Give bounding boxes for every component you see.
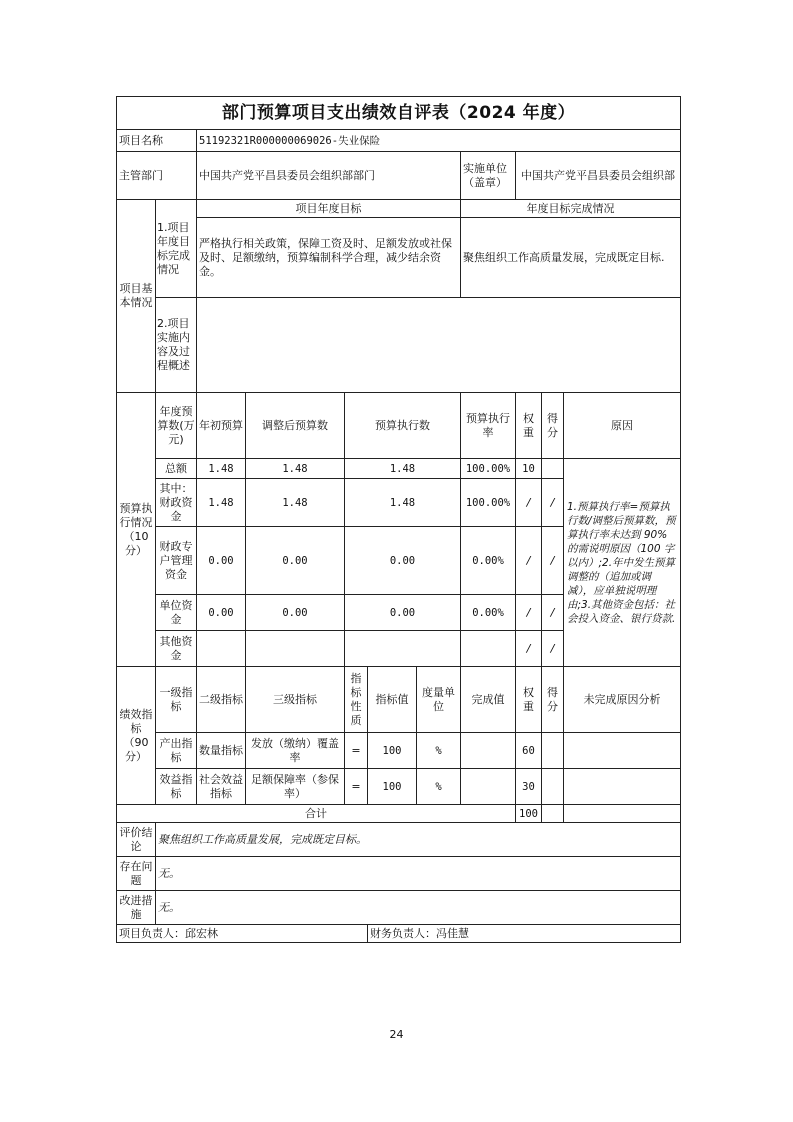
perf-score-header: 得分: [542, 667, 564, 733]
indicator-score: [542, 733, 564, 769]
budget-category-header: 年度预算数(万元): [156, 393, 197, 459]
indicator-nature: =: [345, 769, 368, 805]
indicator-value: 100: [368, 733, 417, 769]
budget-rate: 0.00%: [461, 527, 516, 595]
perf-analysis-header: 未完成原因分析: [564, 667, 681, 733]
budget-initial: 0.00: [197, 527, 246, 595]
perf-unit-header: 度量单位: [417, 667, 461, 733]
finance-lead: 财务负责人：冯佳慧: [368, 925, 681, 943]
budget-weight: /: [516, 479, 542, 527]
perf-value-header: 指标值: [368, 667, 417, 733]
indicator-analysis: [564, 769, 681, 805]
dept-label: 主管部门: [117, 152, 197, 200]
budget-row-label: 其他资金: [156, 631, 197, 667]
project-name-value: 51192321R000000069026-失业保险: [197, 130, 681, 152]
measures-text: 无。: [156, 891, 681, 925]
budget-score: [542, 459, 564, 479]
budget-adjusted: 0.00: [246, 527, 345, 595]
completion-text: 聚焦组织工作高质量发展，完成既定目标.: [461, 218, 681, 298]
project-lead: 项目负责人：邱宏林: [117, 925, 368, 943]
budget-rate: 100.00%: [461, 479, 516, 527]
measures-label: 改进措施: [117, 891, 156, 925]
indicator-actual: [461, 733, 516, 769]
budget-adjusted: 1.48: [246, 459, 345, 479]
impl-unit-label: 实施单位 （盖章）: [461, 152, 516, 200]
goal-row-label: 1.项目年度目标完成情况: [156, 200, 197, 298]
total-analysis: [564, 805, 681, 823]
budget-section-label: 预算执行情况（10分）: [117, 393, 156, 667]
perf-nature-header: 指标性质: [345, 667, 368, 733]
indicator-row: [117, 769, 681, 805]
performance-section-label: 绩效指标（90分）: [117, 667, 156, 805]
budget-initial: 1.48: [197, 479, 246, 527]
budget-initial: 0.00: [197, 595, 246, 631]
budget-adjusted: 0.00: [246, 595, 345, 631]
budget-row-label: 财政专户管理资金: [156, 527, 197, 595]
indicator-weight: 60: [516, 733, 542, 769]
indicator-value: 100: [368, 769, 417, 805]
dept-value: 中国共产党平昌县委员会组织部部门: [197, 152, 461, 200]
impl-text: [197, 298, 681, 393]
self-evaluation-form: [116, 96, 680, 943]
budget-score: /: [542, 631, 564, 667]
evaluation-table: [116, 96, 681, 943]
project-name-label: 项目名称: [117, 130, 197, 152]
indicator-unit: %: [417, 733, 461, 769]
indicator-level2: 数量指标: [197, 733, 246, 769]
indicator-level3: 发放（缴纳）覆盖率: [246, 733, 345, 769]
goal-text: 严格执行相关政策，保障工资及时、足额发放或社保及时、足额缴纳，预算编制科学合理，减少结余资金。: [197, 218, 461, 298]
budget-adjusted: [246, 631, 345, 667]
budget-rate: [461, 631, 516, 667]
issues-label: 存在问题: [117, 857, 156, 891]
budget-row-label: 单位资金: [156, 595, 197, 631]
budget-initial: 1.48: [197, 459, 246, 479]
budget-rate-header: 预算执行率: [461, 393, 516, 459]
indicator-weight: 30: [516, 769, 542, 805]
indicator-nature: =: [345, 733, 368, 769]
budget-weight: /: [516, 631, 542, 667]
budget-score: /: [542, 527, 564, 595]
budget-executed: [345, 631, 461, 667]
issues-text: 无。: [156, 857, 681, 891]
budget-initial-header: 年初预算: [197, 393, 246, 459]
total-score: [542, 805, 564, 823]
budget-executed: 0.00: [345, 527, 461, 595]
budget-score-header: 得分: [542, 393, 564, 459]
budget-weight: 10: [516, 459, 542, 479]
indicator-score: [542, 769, 564, 805]
perf-level3-header: 三级指标: [246, 667, 345, 733]
budget-weight: /: [516, 595, 542, 631]
indicator-level1: 产出指标: [156, 733, 197, 769]
budget-row-label: 总额: [156, 459, 197, 479]
budget-weight-header: 权重: [516, 393, 542, 459]
impl-unit-value: 中国共产党平昌县委员会组织部: [516, 152, 681, 200]
budget-rate: 100.00%: [461, 459, 516, 479]
budget-executed: 1.48: [345, 459, 461, 479]
budget-executed: 0.00: [345, 595, 461, 631]
budget-row-label: 其中：财政资金: [156, 479, 197, 527]
perf-weight-header: 权重: [516, 667, 542, 733]
budget-reason-header: 原因: [564, 393, 681, 459]
total-label: 合计: [117, 805, 516, 823]
total-weight: 100: [516, 805, 542, 823]
impl-row-label: 2.项目实施内容及过程概述: [156, 298, 197, 393]
budget-initial: [197, 631, 246, 667]
perf-level2-header: 二级指标: [197, 667, 246, 733]
budget-executed-header: 预算执行数: [345, 393, 461, 459]
indicator-level3: 足额保障率（参保率）: [246, 769, 345, 805]
budget-rate: 0.00%: [461, 595, 516, 631]
perf-level1-header: 一级指标: [156, 667, 197, 733]
indicator-unit: %: [417, 769, 461, 805]
budget-adjusted-header: 调整后预算数: [246, 393, 345, 459]
page-number: 24: [389, 1028, 404, 1041]
budget-score: /: [542, 479, 564, 527]
indicator-level1: 效益指标: [156, 769, 197, 805]
indicator-actual: [461, 769, 516, 805]
conclusion-label: 评价结论: [117, 823, 156, 857]
budget-weight: /: [516, 527, 542, 595]
budget-reason-note: 1.预算执行率=预算执行数/调整后预算数，预算执行率未达到 90%的需说明原因（100 字以内）;2.年中发生预算调整的（追加或调减），应单独说明理由;3.其他资金包括：社会投入资金、银行贷款.: [564, 459, 681, 667]
indicator-row: [117, 733, 681, 769]
perf-actual-header: 完成值: [461, 667, 516, 733]
budget-adjusted: 1.48: [246, 479, 345, 527]
form-title: 部门预算项目支出绩效自评表（2024 年度）: [117, 97, 681, 130]
conclusion-text: 聚焦组织工作高质量发展，完成既定目标。: [156, 823, 681, 857]
indicator-analysis: [564, 733, 681, 769]
budget-executed: 1.48: [345, 479, 461, 527]
basic-section-label: 项目基本情况: [117, 200, 156, 393]
goal-header: 项目年度目标: [197, 200, 461, 218]
budget-row: [117, 459, 681, 479]
budget-score: /: [542, 595, 564, 631]
indicator-level2: 社会效益指标: [197, 769, 246, 805]
completion-header: 年度目标完成情况: [461, 200, 681, 218]
